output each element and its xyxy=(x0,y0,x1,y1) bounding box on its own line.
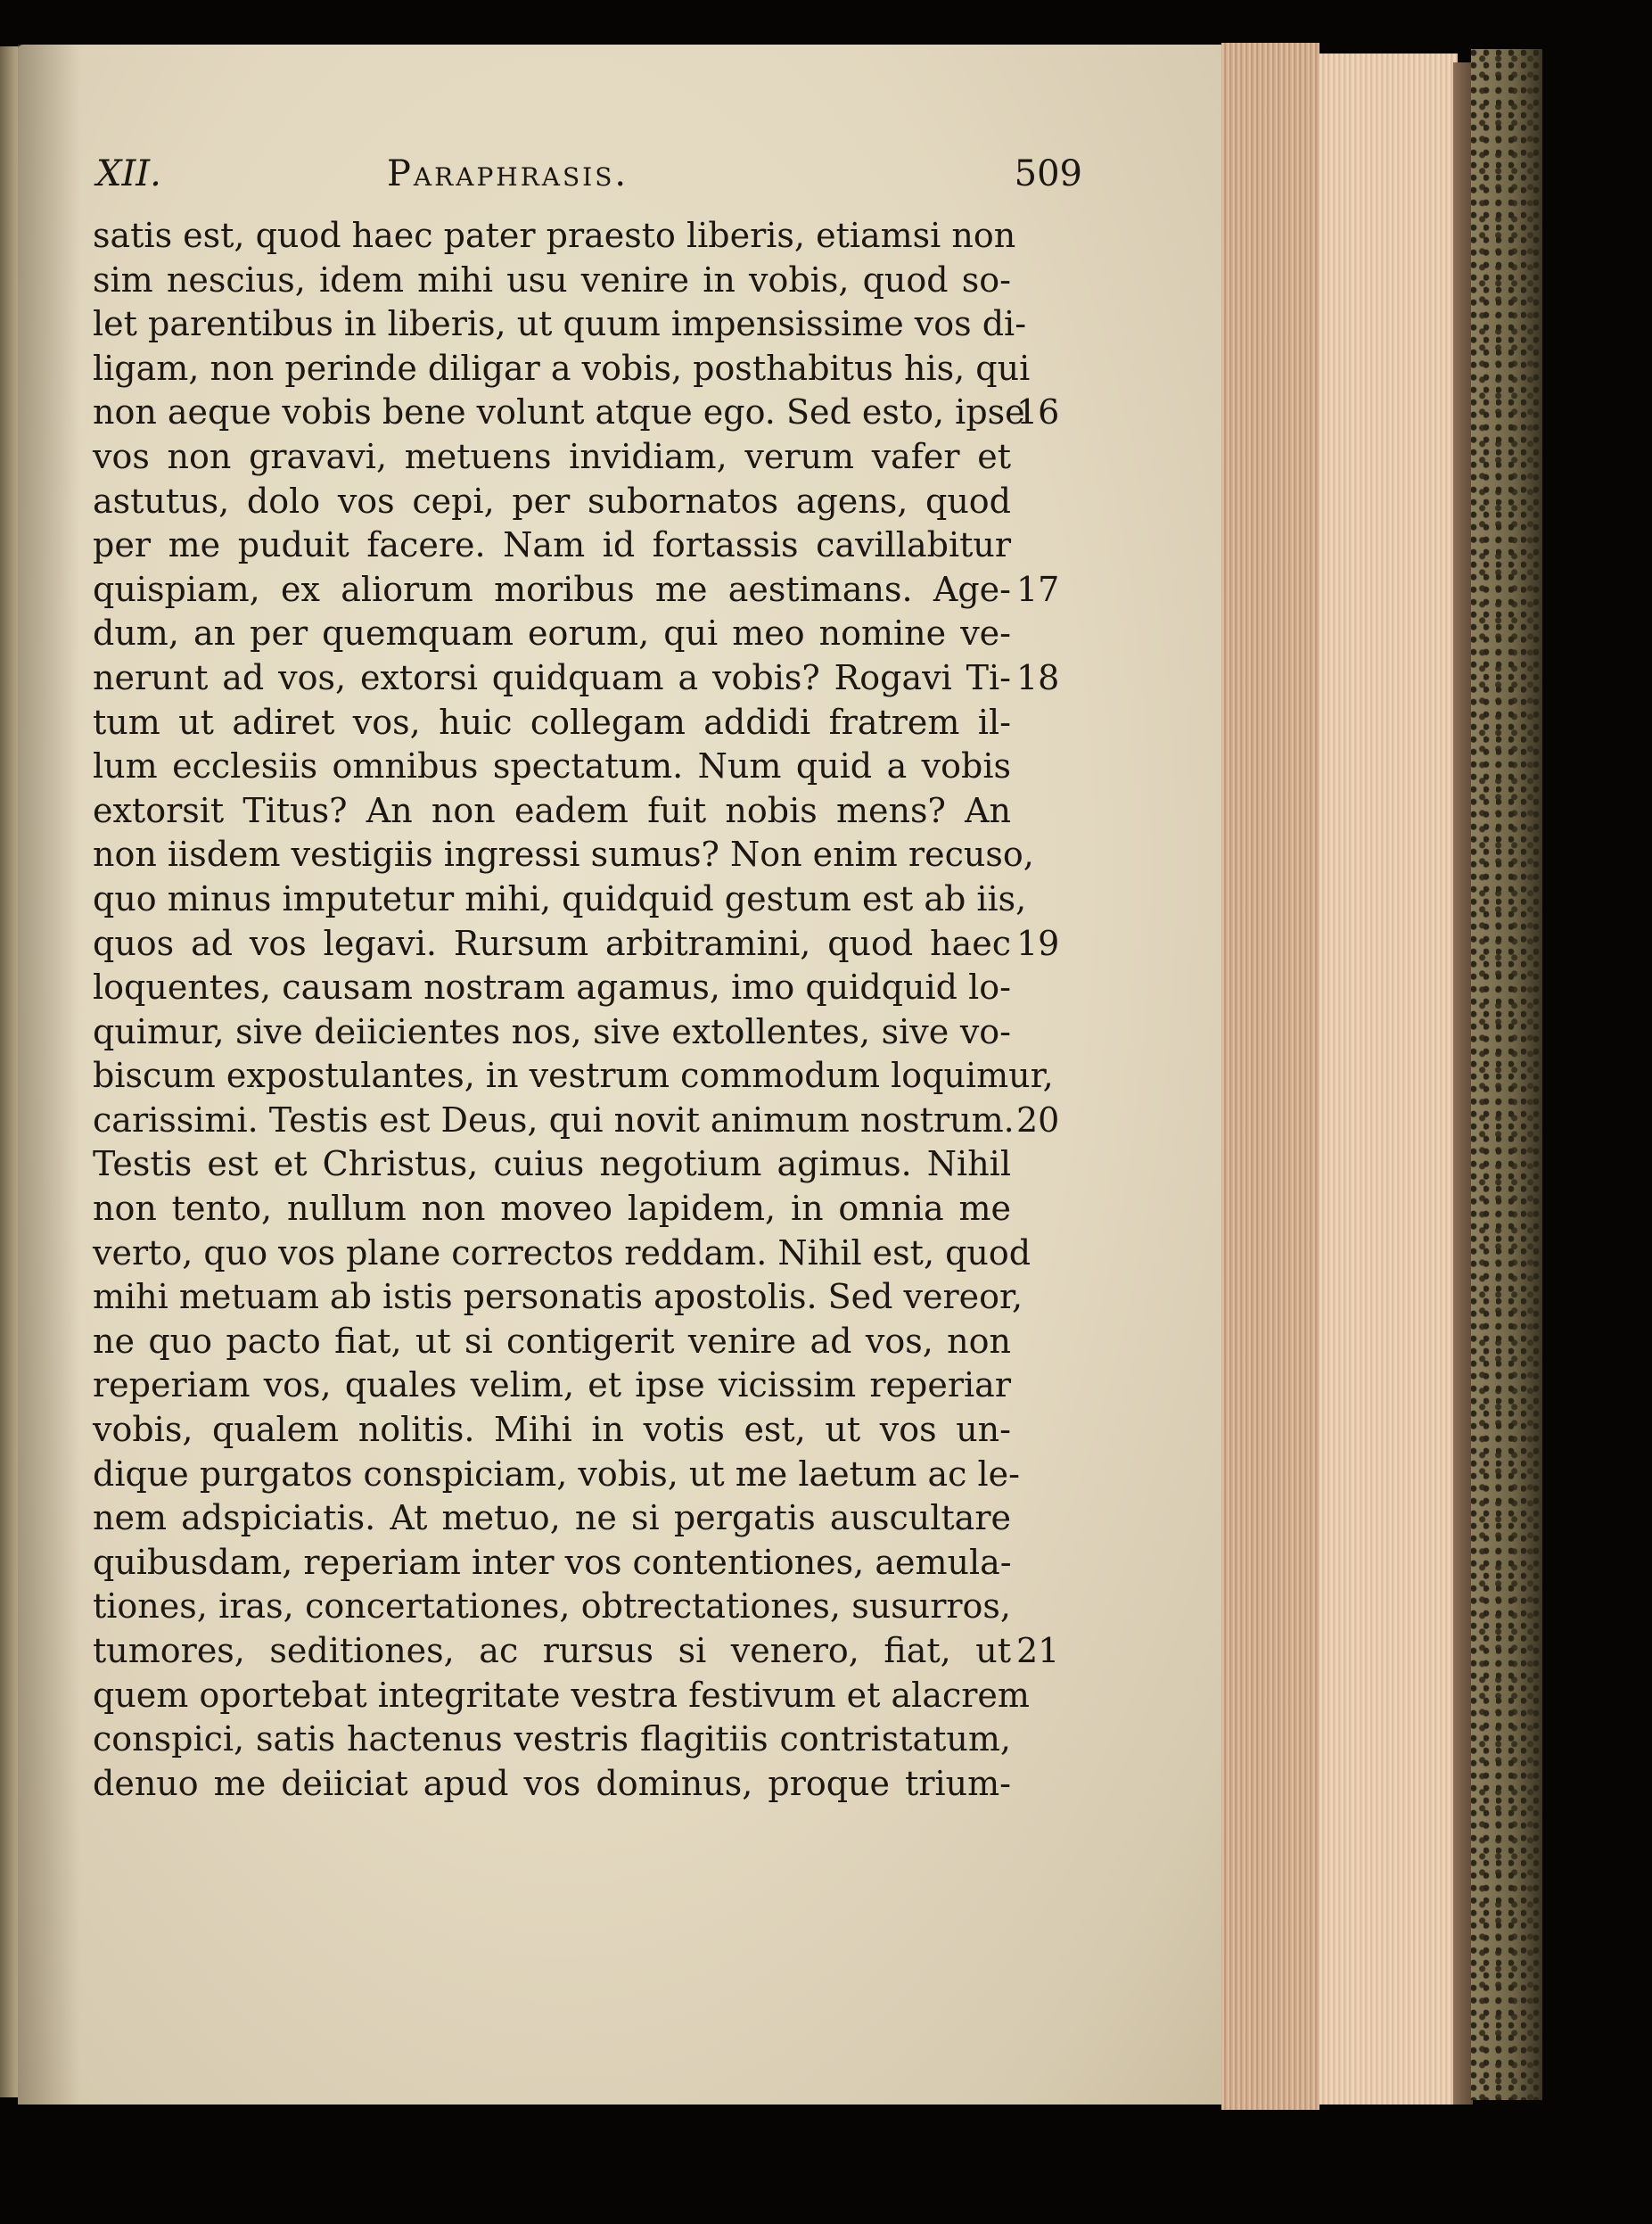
text-line: mihi metuam ab istis personatis apostolis. Sed vereor, xyxy=(93,1277,1023,1317)
text-line: quem oportebat integritate vestra festivum et alacrem xyxy=(93,1675,1030,1715)
verse-number: 16 xyxy=(1016,392,1060,432)
text-line: quibusdam, reperiam inter vos contentiones, aemula- xyxy=(93,1542,1012,1582)
text-line: per me puduit facere. Nam id fortassis cavillabitur xyxy=(93,525,1011,565)
page-stack-edge xyxy=(1221,43,1319,2110)
text-line: nem adspiciatis. At metuo, ne si pergatis auscultare xyxy=(93,1498,1011,1538)
text-line: quo minus imputetur mihi, quidquid gestum est ab iis, xyxy=(93,878,1027,918)
binding-gutter-shadow xyxy=(18,45,80,2105)
verse-number: 17 xyxy=(1016,569,1060,609)
text-line: Testis est et Christus, cuius negotium agimus. Nihil xyxy=(93,1144,1011,1184)
text-line: non aeque vobis bene volunt atque ego. Sed esto, ipse xyxy=(93,392,1025,432)
text-line: dum, an per quemquam eorum, qui meo nomine ve- xyxy=(93,614,1011,654)
verse-number: 18 xyxy=(1016,658,1060,697)
text-line: carissimi. Testis est Deus, qui novit animum nostrum. xyxy=(93,1100,1015,1140)
text-line: quispiam, ex aliorum moribus me aestimans. Age- xyxy=(93,569,1011,609)
text-line: tiones, iras, concertationes, obtrectationes, susurros, xyxy=(93,1586,1011,1627)
text-line: ligam, non perinde diligar a vobis, posthabitus his, qui xyxy=(93,348,1031,388)
running-head xyxy=(93,150,1091,214)
verse-number: 21 xyxy=(1016,1631,1060,1671)
marbled-cover-board xyxy=(1471,49,1542,2100)
text-line: satis est, quod haec pater praesto liberis, etiamsi non xyxy=(93,216,1016,255)
body-text xyxy=(93,214,1091,1806)
text-line: dique purgatos conspiciam, vobis, ut me laetum ac le- xyxy=(93,1454,1020,1494)
text-block xyxy=(93,150,1091,1806)
text-line: loquentes, causam nostram agamus, imo quidquid lo- xyxy=(93,968,1011,1008)
chapter-number: XII. xyxy=(96,153,161,194)
text-line: reperiam vos, quales velim, et ipse vicissim reperiar xyxy=(93,1365,1011,1405)
text-line: tumores, seditiones, ac rursus si venero, fiat, ut xyxy=(93,1631,1011,1670)
text-line: quimur, sive deiicientes nos, sive extollentes, sive vo- xyxy=(93,1011,1011,1051)
text-line: ne quo pacto fiat, ut si contigerit venire ad vos, non xyxy=(93,1321,1011,1361)
text-line: verto, quo vos plane correctos reddam. Nihil est, quod xyxy=(93,1232,1031,1273)
page-number: 509 xyxy=(1014,153,1082,194)
page-stack-edge-light xyxy=(1319,54,1458,2105)
text-line: nerunt ad vos, extorsi quidquam a vobis? Rogavi Ti- xyxy=(93,657,1011,697)
verse-number: 20 xyxy=(1016,1100,1060,1140)
text-line: non iisdem vestigiis ingressi sumus? Non enim recuso, xyxy=(93,835,1034,875)
text-line: non tento, nullum non moveo lapidem, in omnia me xyxy=(93,1189,1011,1229)
text-line: sim nescius, idem mihi usu venire in vobis, quod so- xyxy=(93,259,1011,300)
running-title: Paraphrasis. xyxy=(387,153,629,194)
text-line: astutus, dolo vos cepi, per subornatos agens, quod xyxy=(93,481,1011,521)
text-line: let parentibus in liberis, ut quum impensissime vos di- xyxy=(93,304,1027,344)
text-line: lum ecclesiis omnibus spectatum. Num quid a vobis xyxy=(93,746,1011,787)
text-line: quos ad vos legavi. Rursum arbitramini, quod haec xyxy=(93,923,1011,963)
text-line: biscum expostulantes, in vestrum commodum loquimur, xyxy=(93,1056,1054,1096)
text-line: extorsit Titus? An non eadem fuit nobis mens? An xyxy=(93,790,1011,830)
text-line: vobis, qualem nolitis. Mihi in votis est, ut vos un- xyxy=(93,1410,1011,1450)
text-line: denuo me deiiciat apud vos dominus, proque trium- xyxy=(93,1763,1011,1803)
page-stack-shadow xyxy=(1453,62,1473,2105)
verse-number: 19 xyxy=(1016,923,1060,963)
text-line: vos non gravavi, metuens invidiam, verum vafer et xyxy=(93,436,1011,476)
text-line: conspici, satis hactenus vestris flagitiis contristatum, xyxy=(93,1719,1011,1759)
text-line: tum ut adiret vos, huic collegam addidi fratrem il- xyxy=(93,702,1011,742)
